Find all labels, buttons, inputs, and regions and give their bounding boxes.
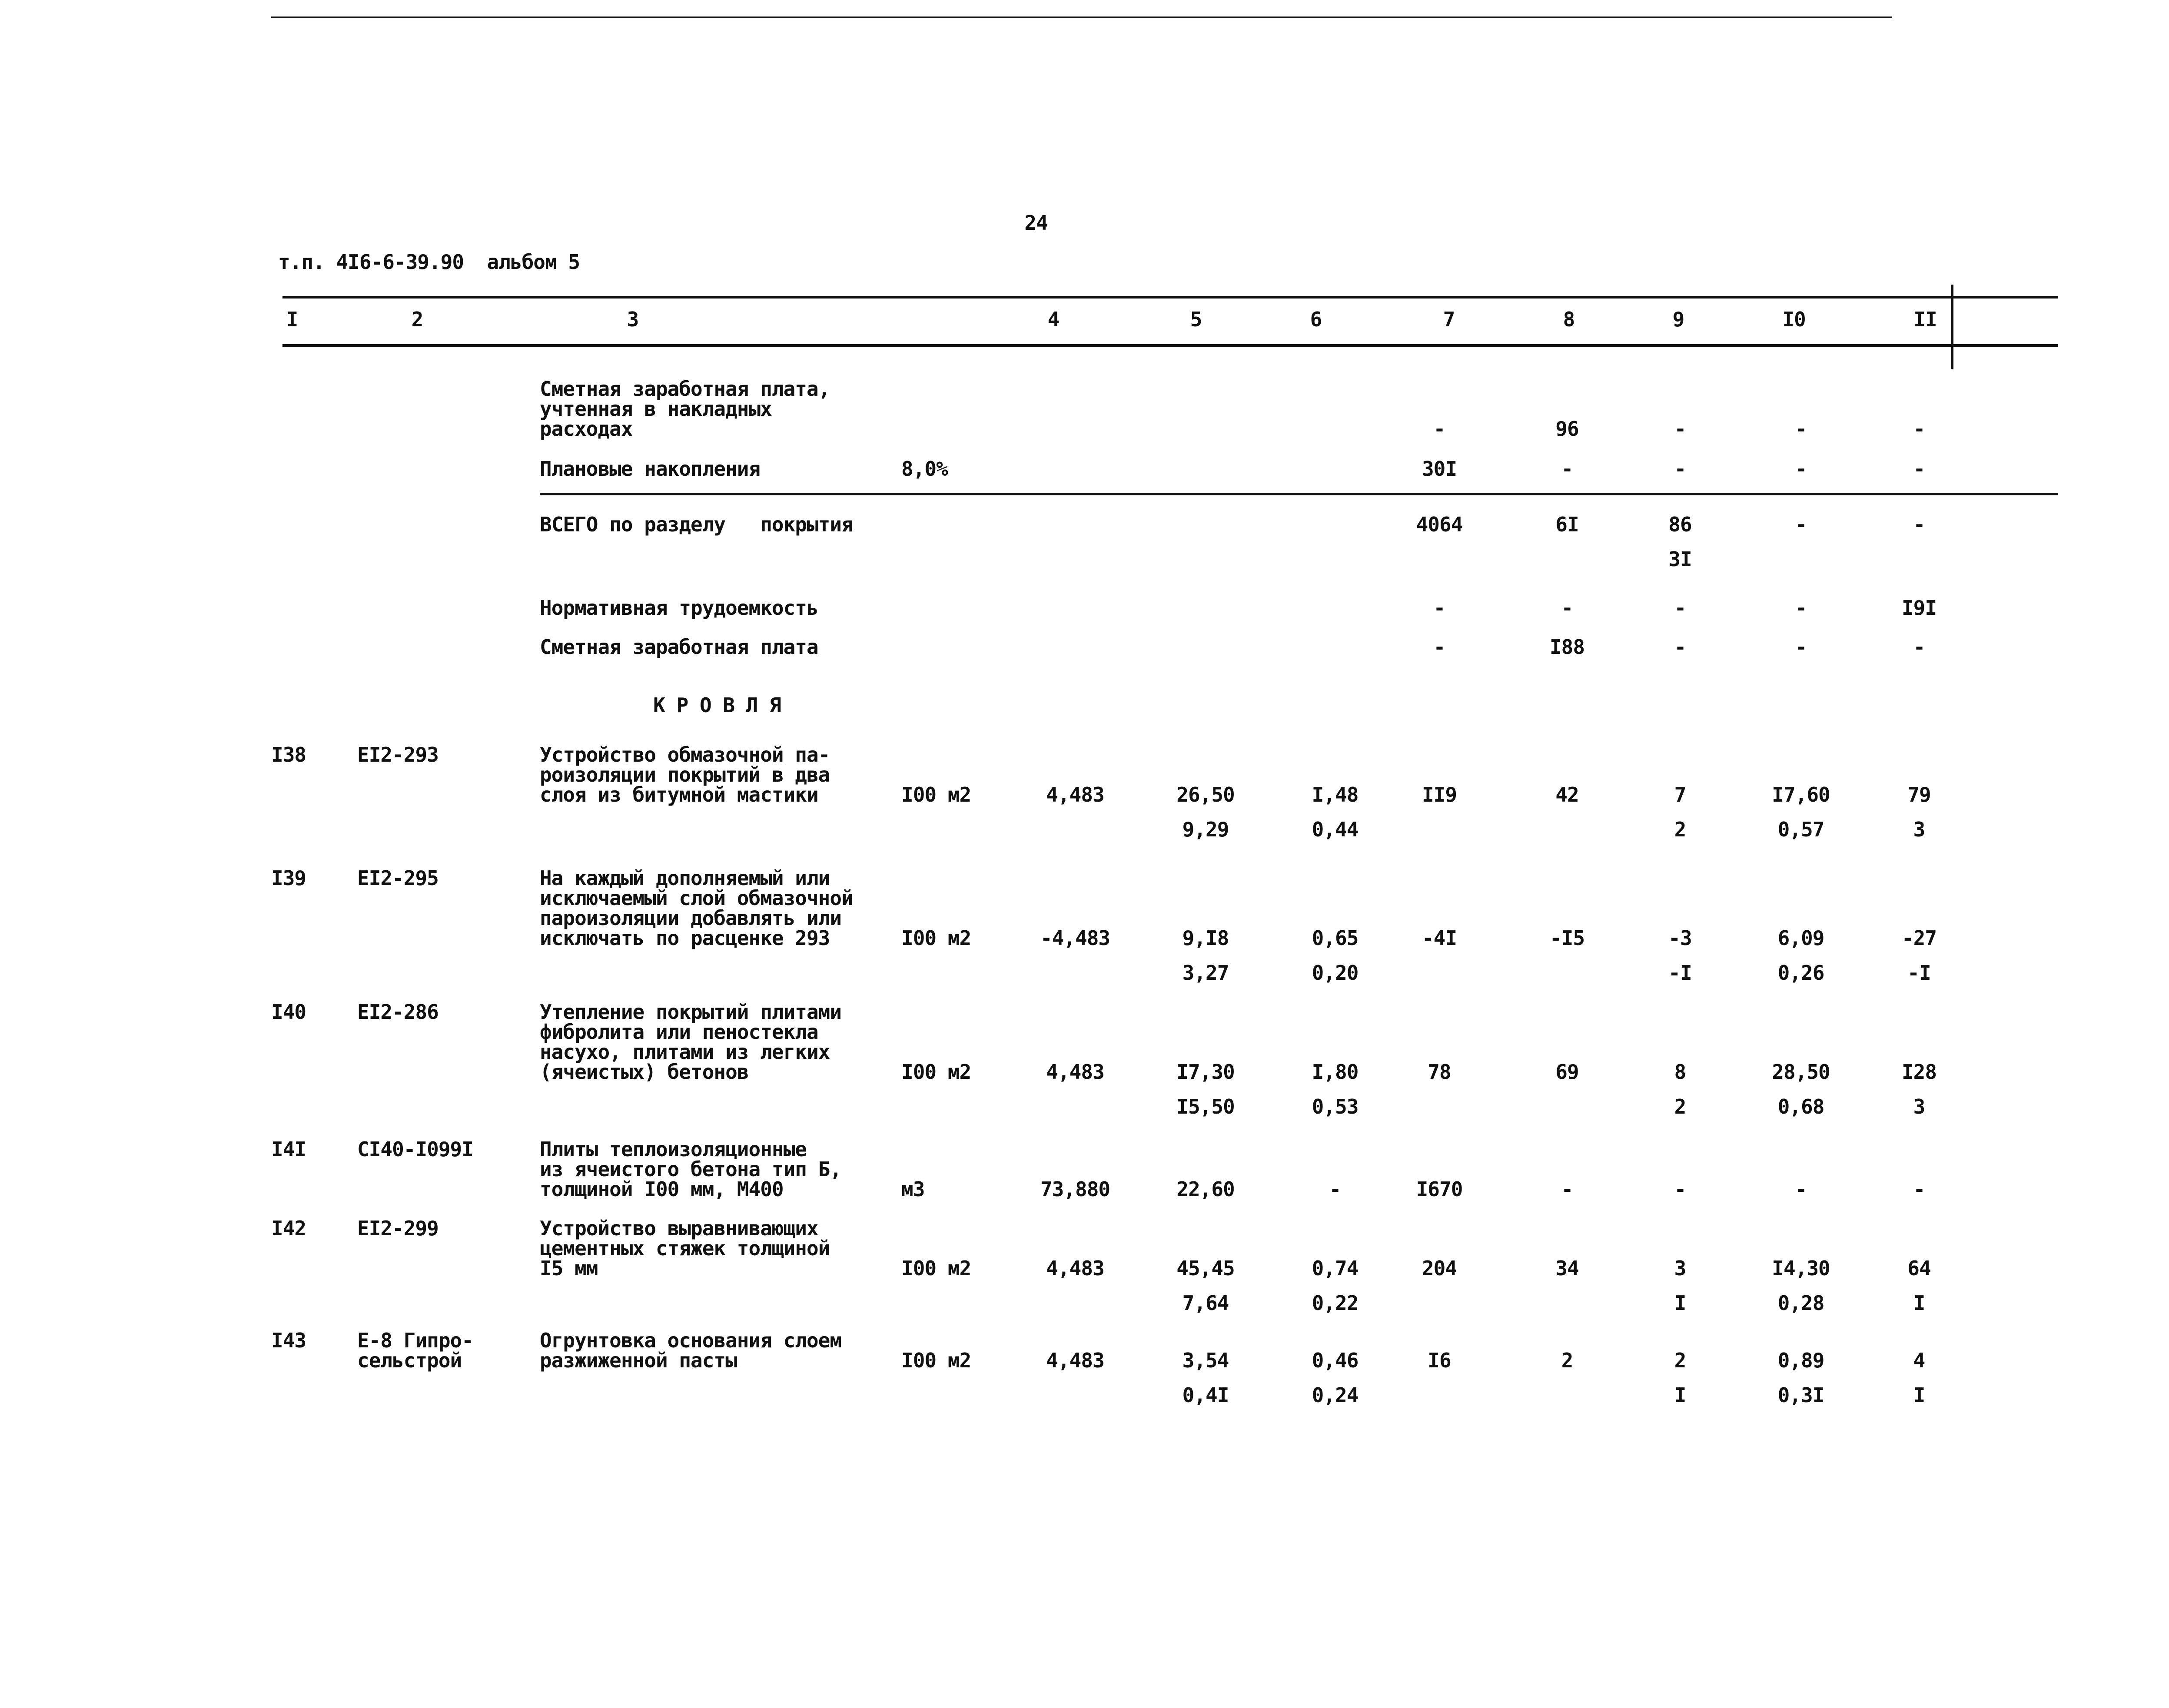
item-cell-c8: 42 bbox=[1555, 783, 1579, 806]
item-cell-c10: I4,30 bbox=[1772, 1257, 1830, 1280]
summary-cell-c8: 6I bbox=[1555, 513, 1579, 536]
item-cell-c5: 45,45 bbox=[1176, 1257, 1235, 1280]
page-number: 24 bbox=[1024, 211, 1048, 235]
item-cell-c6-wages: 0,24 bbox=[1312, 1383, 1359, 1407]
item-cell-c5: I7,30 bbox=[1176, 1060, 1235, 1084]
column-header-9: 9 bbox=[1672, 308, 1684, 331]
summary-label: расходах bbox=[540, 417, 633, 441]
item-description: насухо, плитами из легких bbox=[540, 1040, 830, 1064]
item-cell-c9-wages: 2 bbox=[1674, 818, 1686, 841]
item-code: EI2-293 bbox=[357, 743, 438, 766]
item-cell-c11-wages: I bbox=[1913, 1383, 1925, 1407]
summary-cell-c10: - bbox=[1795, 513, 1807, 536]
item-cell-c6: 0,46 bbox=[1312, 1349, 1359, 1372]
summary-cell-c10: - bbox=[1795, 417, 1807, 441]
table-right-border bbox=[1951, 285, 1953, 369]
item-cell-c11: 79 bbox=[1907, 783, 1931, 806]
summary-cell-c7: 30I bbox=[1422, 457, 1457, 481]
item-unit: м3 bbox=[901, 1177, 925, 1201]
item-cell-c6: I,48 bbox=[1312, 783, 1359, 806]
summary-divider-rule bbox=[540, 493, 2058, 495]
summary-cell-c7: 4064 bbox=[1416, 513, 1463, 536]
item-number: I42 bbox=[271, 1217, 306, 1240]
summary-cell-c11: I9I bbox=[1901, 596, 1937, 620]
summary-cell-c10: - bbox=[1795, 635, 1807, 659]
item-cell-c9-wages: -I bbox=[1668, 961, 1692, 985]
item-description: I5 мм bbox=[540, 1257, 598, 1280]
summary-cell-c7: - bbox=[1433, 596, 1445, 620]
item-cell-c8: -I5 bbox=[1549, 926, 1585, 950]
item-cell-c10: 28,50 bbox=[1772, 1060, 1830, 1084]
item-cell-c10: 0,89 bbox=[1777, 1349, 1824, 1372]
item-description: фибролита или пеностекла bbox=[540, 1020, 818, 1044]
column-header-6: 6 bbox=[1310, 308, 1322, 331]
item-description: разжиженной пасты bbox=[540, 1349, 737, 1372]
column-header-11: II bbox=[1913, 308, 1937, 331]
item-code: CI40-I099I bbox=[357, 1138, 473, 1161]
item-cell-c10-wages: 0,68 bbox=[1777, 1095, 1824, 1118]
item-cell-c10: 6,09 bbox=[1777, 926, 1824, 950]
item-description: цементных стяжек толщиной bbox=[540, 1237, 830, 1260]
item-unit: I00 м2 bbox=[901, 1257, 971, 1280]
item-code: E-8 Гипро- bbox=[357, 1329, 473, 1352]
summary-cell-c11: - bbox=[1913, 417, 1925, 441]
item-description: Утепление покрытий плитами bbox=[540, 1000, 842, 1024]
item-description: Устройство обмазочной па- bbox=[540, 743, 830, 766]
item-cell-c5-wages: 0,4I bbox=[1182, 1383, 1229, 1407]
item-quantity: 73,880 bbox=[1040, 1177, 1110, 1201]
item-cell-c7: -4I bbox=[1422, 926, 1457, 950]
item-cell-c11-wages: I bbox=[1913, 1291, 1925, 1315]
summary-cell-c7: - bbox=[1433, 417, 1445, 441]
summary-label: ВСЕГО по разделу покрытия bbox=[540, 513, 853, 536]
item-cell-c5-wages: I5,50 bbox=[1176, 1095, 1235, 1118]
summary-cell-c10: - bbox=[1795, 596, 1807, 620]
item-cell-c10-wages: 0,57 bbox=[1777, 818, 1824, 841]
item-cell-c5: 26,50 bbox=[1176, 783, 1235, 806]
item-cell-c11: -27 bbox=[1901, 926, 1937, 950]
item-cell-c8: 34 bbox=[1555, 1257, 1579, 1280]
item-description: Устройство выравнивающих bbox=[540, 1217, 818, 1240]
column-header-4: 4 bbox=[1047, 308, 1060, 331]
item-cell-c7: 78 bbox=[1428, 1060, 1451, 1084]
item-cell-c6: - bbox=[1329, 1177, 1341, 1201]
summary-label: Сметная заработная плата, bbox=[540, 377, 830, 401]
item-cell-c5-wages: 7,64 bbox=[1182, 1291, 1229, 1315]
summary-cell-c8: - bbox=[1561, 596, 1573, 620]
item-cell-c9-wages: I bbox=[1674, 1291, 1686, 1315]
item-cell-c11-wages: 3 bbox=[1913, 1095, 1925, 1118]
item-description: толщиной I00 мм, М400 bbox=[540, 1177, 784, 1201]
item-description: Плиты теплоизоляционные bbox=[540, 1138, 807, 1161]
summary-cell-c8: - bbox=[1561, 457, 1573, 481]
item-cell-c8: - bbox=[1561, 1177, 1573, 1201]
item-cell-c7: I6 bbox=[1428, 1349, 1451, 1372]
summary-cell-c9: - bbox=[1674, 457, 1686, 481]
item-code: EI2-286 bbox=[357, 1000, 438, 1024]
document-reference: т.п. 4I6-6-39.90 альбом 5 bbox=[278, 250, 580, 274]
item-description: пароизоляции добавлять или bbox=[540, 906, 842, 930]
item-cell-c8: 69 bbox=[1555, 1060, 1579, 1084]
item-cell-c5: 3,54 bbox=[1182, 1349, 1229, 1372]
summary-cell-c9: 86 bbox=[1668, 513, 1692, 536]
summary-cell-c9: - bbox=[1674, 635, 1686, 659]
summary-label: учтенная в накладных bbox=[540, 397, 772, 421]
summary-cell-c8: I88 bbox=[1549, 635, 1585, 659]
column-header-7: 7 bbox=[1443, 308, 1455, 331]
summary-label: Сметная заработная плата bbox=[540, 635, 818, 659]
item-description: (ячеистых) бетонов bbox=[540, 1060, 749, 1084]
item-cell-c10-wages: 0,3I bbox=[1777, 1383, 1824, 1407]
item-cell-c6-wages: 0,44 bbox=[1312, 818, 1359, 841]
item-description: слоя из битумной мастики bbox=[540, 783, 818, 806]
table-header-top-rule bbox=[282, 296, 2058, 298]
column-header-8: 8 bbox=[1563, 308, 1575, 331]
item-cell-c9: 2 bbox=[1674, 1349, 1686, 1372]
summary-cell-c9: - bbox=[1674, 417, 1686, 441]
column-header-3: 3 bbox=[627, 308, 639, 331]
summary-cell-c9: - bbox=[1674, 596, 1686, 620]
item-cell-c9-wages: 2 bbox=[1674, 1095, 1686, 1118]
item-cell-c10-wages: 0,28 bbox=[1777, 1291, 1824, 1315]
summary-label: Плановые накопления bbox=[540, 457, 761, 481]
table-header-bottom-rule bbox=[282, 344, 2058, 347]
item-cell-c6: 0,65 bbox=[1312, 926, 1359, 950]
item-cell-c9-wages: I bbox=[1674, 1383, 1686, 1407]
column-header-5: 5 bbox=[1190, 308, 1202, 331]
item-description: исключаемый слой обмазочной bbox=[540, 886, 853, 910]
item-cell-c5-wages: 9,29 bbox=[1182, 818, 1229, 841]
item-cell-c9: 8 bbox=[1674, 1060, 1686, 1084]
item-cell-c11: I28 bbox=[1901, 1060, 1937, 1084]
item-cell-c10-wages: 0,26 bbox=[1777, 961, 1824, 985]
item-quantity: -4,483 bbox=[1040, 926, 1110, 950]
item-code: EI2-299 bbox=[357, 1217, 438, 1240]
item-cell-c11-wages: -I bbox=[1907, 961, 1931, 985]
item-cell-c7: I670 bbox=[1416, 1177, 1463, 1201]
item-cell-c10: - bbox=[1795, 1177, 1807, 1201]
item-cell-c6-wages: 0,22 bbox=[1312, 1291, 1359, 1315]
item-cell-c6: 0,74 bbox=[1312, 1257, 1359, 1280]
item-number: I4I bbox=[271, 1138, 306, 1161]
item-quantity: 4,483 bbox=[1046, 1349, 1104, 1372]
summary-cell-c11: - bbox=[1913, 513, 1925, 536]
item-description: Огрунтовка основания слоем bbox=[540, 1329, 842, 1352]
item-number: I39 bbox=[271, 866, 306, 890]
item-cell-c9: - bbox=[1674, 1177, 1686, 1201]
item-cell-c7: 204 bbox=[1422, 1257, 1457, 1280]
item-cell-c5: 9,I8 bbox=[1182, 926, 1229, 950]
item-cell-c11: 64 bbox=[1907, 1257, 1931, 1280]
summary-cell-c9-second: 3I bbox=[1668, 547, 1692, 571]
column-header-10: I0 bbox=[1782, 308, 1806, 331]
summary-cell-c11: - bbox=[1913, 635, 1925, 659]
top-rule bbox=[271, 17, 1892, 18]
section-title: К Р О В Л Я bbox=[653, 693, 781, 717]
item-code: EI2-295 bbox=[357, 866, 438, 890]
item-cell-c7: II9 bbox=[1422, 783, 1457, 806]
item-unit: I00 м2 bbox=[901, 926, 971, 950]
item-quantity: 4,483 bbox=[1046, 1060, 1104, 1084]
item-description: исключать по расценке 293 bbox=[540, 926, 830, 950]
summary-cell-c11: - bbox=[1913, 457, 1925, 481]
item-cell-c8: 2 bbox=[1561, 1349, 1573, 1372]
item-cell-c10: I7,60 bbox=[1772, 783, 1830, 806]
item-cell-c5-wages: 3,27 bbox=[1182, 961, 1229, 985]
item-description: из ячеистого бетона тип Б, bbox=[540, 1157, 842, 1181]
item-number: I40 bbox=[271, 1000, 306, 1024]
item-cell-c6-wages: 0,53 bbox=[1312, 1095, 1359, 1118]
item-description: На каждый дополняемый или bbox=[540, 866, 830, 890]
item-unit: I00 м2 bbox=[901, 1349, 971, 1372]
item-cell-c9: -3 bbox=[1668, 926, 1692, 950]
item-description: роизоляции покрытий в два bbox=[540, 763, 830, 786]
summary-label: Нормативная трудоемкость bbox=[540, 596, 818, 620]
column-header-2: 2 bbox=[411, 308, 423, 331]
item-cell-c11: - bbox=[1913, 1177, 1925, 1201]
summary-cell-c10: - bbox=[1795, 457, 1807, 481]
item-number: I43 bbox=[271, 1329, 306, 1352]
item-cell-c5: 22,60 bbox=[1176, 1177, 1235, 1201]
summary-cell-c7: - bbox=[1433, 635, 1445, 659]
item-code: сельстрой bbox=[357, 1349, 462, 1372]
item-quantity: 4,483 bbox=[1046, 783, 1104, 806]
item-cell-c11: 4 bbox=[1913, 1349, 1925, 1372]
item-unit: I00 м2 bbox=[901, 1060, 971, 1084]
item-unit: I00 м2 bbox=[901, 783, 971, 806]
column-header-1: I bbox=[286, 308, 298, 331]
item-quantity: 4,483 bbox=[1046, 1257, 1104, 1280]
item-cell-c6: I,80 bbox=[1312, 1060, 1359, 1084]
item-cell-c9: 3 bbox=[1674, 1257, 1686, 1280]
item-number: I38 bbox=[271, 743, 306, 766]
summary-rate: 8,0% bbox=[901, 457, 948, 481]
item-cell-c6-wages: 0,20 bbox=[1312, 961, 1359, 985]
summary-cell-c8: 96 bbox=[1555, 417, 1579, 441]
item-cell-c9: 7 bbox=[1674, 783, 1686, 806]
item-cell-c11-wages: 3 bbox=[1913, 818, 1925, 841]
